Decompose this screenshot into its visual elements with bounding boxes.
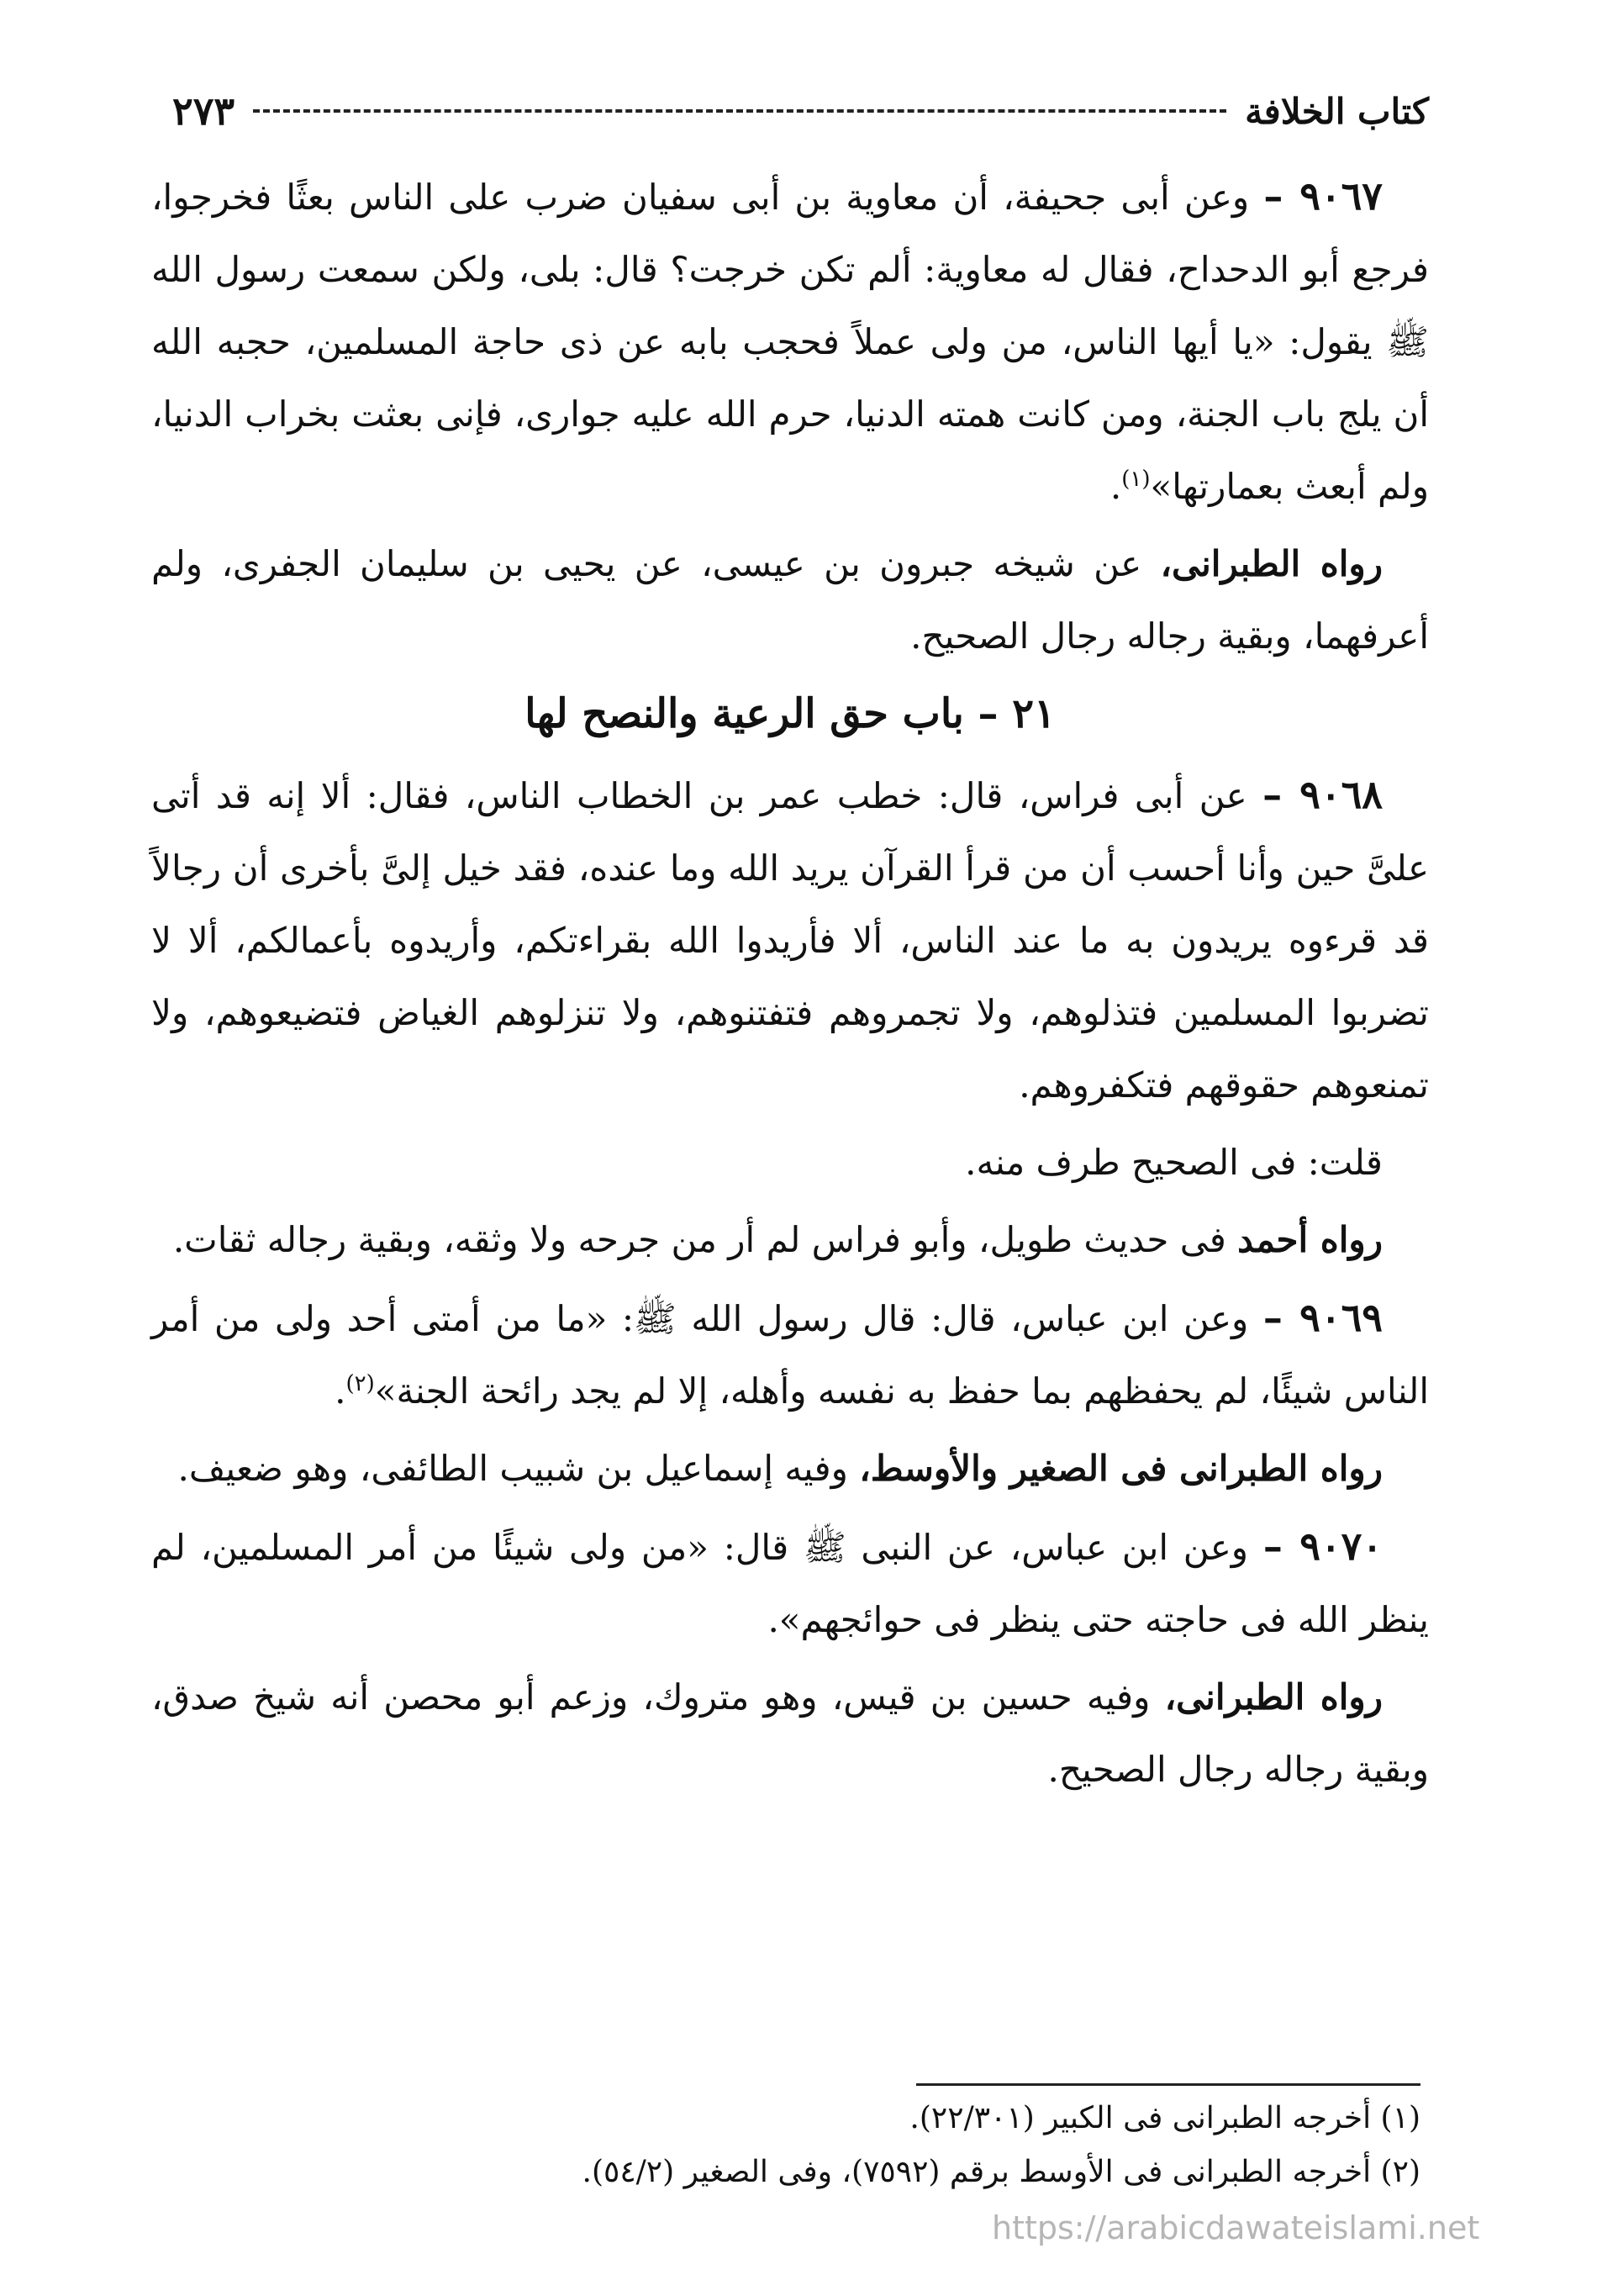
hadith-text: وعن ابن عباس، عن النبى ﷺ قال: «من ولى شيئًا من أمر المسلمين، لم ينظر الله فى حاجته حتى ينظر فى حوائجهم». bbox=[151, 1527, 1429, 1640]
hadith-number: ٩٠٦٧ – bbox=[1263, 173, 1384, 219]
narration-lead: رواه أحمد bbox=[1237, 1219, 1383, 1260]
narration-text: عن شيخه جبرون بن عيسى، عن يحيى بن سليمان الجفرى، ولم أعرفهما، وبقية رجاله رجال الصحيح. bbox=[151, 543, 1429, 657]
header-rule bbox=[253, 109, 1226, 113]
hadith-end: . bbox=[335, 1370, 346, 1412]
hadith-9067 bbox=[151, 160, 1429, 523]
narration-note-9070 bbox=[151, 1661, 1429, 1806]
footnotes bbox=[151, 2092, 1420, 2199]
page-number: ٢٧٣ bbox=[172, 88, 235, 134]
footnote-1: (١) أخرجه الطبرانى فى الكبير (٢٢/٣٠١). bbox=[909, 2101, 1420, 2135]
hadith-number: ٩٠٦٩ – bbox=[1262, 1295, 1383, 1340]
narration-note-9067 bbox=[151, 528, 1429, 673]
footnote-ref: (١) bbox=[1121, 467, 1151, 492]
narration-note-9069 bbox=[151, 1433, 1429, 1505]
narration-text: فى حديث طويل، وأبو فراس لم أر من جرحه ولا وثقه، وبقية رجاله ثقات. bbox=[172, 1219, 1226, 1260]
narration-text: وفيه إسماعيل بن شبيب الطائفى، وهو ضعيف. bbox=[177, 1448, 848, 1489]
footnote-divider bbox=[916, 2083, 1420, 2086]
hadith-text: عن أبى فراس، قال: خطب عمر بن الخطاب الناس، فقال: ألا إنه قد أتى علىَّ حين وأنا أحسب أن من قرأ القرآن يريد الله وما عنده، فقد خيل إلىَّ بأخرى أن رجالاً قد قرءوه يريدون به ما عند الناس، ألا فأريدوا الله بقراءتكم، وأريدوه بأعمالكم، ألا لا تضربوا المسلمين فتذلوهم، ولا تجمروهم فتفتنوهم، ولا تنزلوهم الغياض فتضيعوهم، ولا تمنعوهم حقوقهم فتكفروهم. bbox=[151, 775, 1429, 1106]
book-title: كتاب الخلافة bbox=[1245, 90, 1429, 132]
narration-text: وفيه حسين بن قيس، وهو متروك، وزعم أبو محصن أنه شيخ صدق، وبقية رجاله رجال الصحيح. bbox=[151, 1676, 1429, 1790]
footnote-ref: (٢) bbox=[345, 1371, 375, 1396]
page-body bbox=[151, 160, 1429, 1811]
narration-note-9068 bbox=[151, 1204, 1429, 1276]
comment-9068: قلت: فى الصحيح طرف منه. bbox=[965, 1142, 1383, 1183]
hadith-number: ٩٠٦٨ – bbox=[1262, 772, 1383, 817]
hadith-9069 bbox=[151, 1281, 1429, 1428]
footnote-2: (٢) أخرجه الطبرانى فى الأوسط برقم (٧٥٩٢)، وفى الصغير (٥٤/٢). bbox=[582, 2155, 1420, 2189]
hadith-number: ٩٠٧٠ – bbox=[1262, 1523, 1384, 1569]
hadith-end: . bbox=[1109, 466, 1122, 507]
narration-lead: رواه الطبرانى فى الصغير والأوسط، bbox=[859, 1448, 1383, 1489]
chapter-heading: ٢١ – باب حق الرعية والنصح لها bbox=[524, 690, 1056, 737]
hadith-text: وعن أبى جحيفة، أن معاوية بن أبى سفيان ضرب على الناس بعثًا فخرجوا، فرجع أبو الدحداح، فقال له معاوية: ألم تكن خرجت؟ قال: بلى، ولكن سمعت رسول الله ﷺ يقول: «يا أيها الناس، من ولى عملاً فحجب بابه عن ذى حاجة المسلمين، حجبه الله أن يلج باب الجنة، ومن كانت همته الدنيا، حرم الله عليه جوارى، فإنى بعثت بخراب الدنيا، ولم أبعث بعمارتها» bbox=[151, 177, 1429, 507]
hadith-text: وعن ابن عباس، قال: قال رسول الله ﷺ: «ما من أمتى أحد ولى من أمر الناس شيئًا، لم يحفظهم بما حفظ به نفسه وأهله، إلا لم يجد رائحة الجنة» bbox=[151, 1298, 1429, 1412]
running-header bbox=[172, 77, 1429, 145]
hadith-9068 bbox=[151, 758, 1429, 1122]
watermark-url: https://arabicdawateislami.net bbox=[992, 2209, 1480, 2246]
narration-lead: رواه الطبرانى، bbox=[1160, 543, 1383, 584]
hadith-9070 bbox=[151, 1510, 1429, 1656]
narration-lead: رواه الطبرانى، bbox=[1164, 1676, 1383, 1718]
